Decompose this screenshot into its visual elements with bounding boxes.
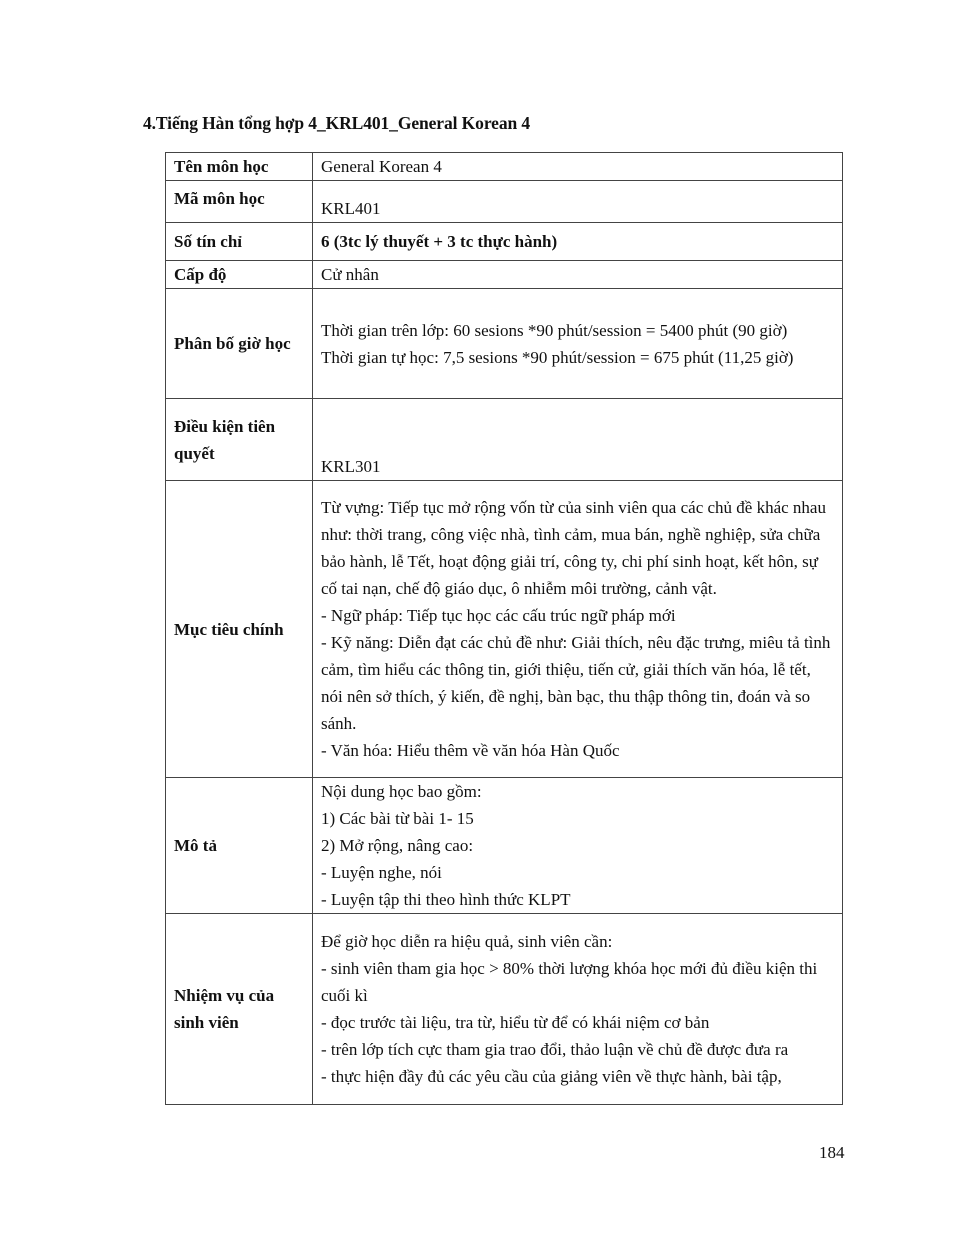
value-line: Thời gian tự học: 7,5 sesions *90 phút/session = 675 phút (11,25 giờ) bbox=[321, 347, 794, 367]
value-line: KRL401 bbox=[321, 199, 381, 218]
value-line: - đọc trước tài liệu, tra từ, hiểu từ để có khái niệm cơ bản bbox=[321, 1013, 710, 1032]
value-line: General Korean 4 bbox=[321, 157, 442, 176]
table-row-description bbox=[166, 778, 843, 914]
page-number: 184 bbox=[819, 1143, 845, 1162]
table-row-course-code bbox=[166, 181, 843, 223]
value-line: KRL301 bbox=[321, 457, 381, 476]
row-label: Mô tả bbox=[166, 778, 313, 914]
row-label: Cấp độ bbox=[166, 261, 313, 289]
value-line: 2) Mở rộng, nâng cao: bbox=[321, 836, 474, 855]
value-line: - Văn hóa: Hiểu thêm về văn hóa Hàn Quốc bbox=[321, 741, 620, 760]
row-value bbox=[313, 261, 843, 289]
row-value bbox=[313, 289, 843, 399]
value-line: 6 (3tc lý thuyết + 3 tc thực hành) bbox=[321, 232, 558, 251]
row-value bbox=[313, 399, 843, 481]
value-line: - sinh viên tham gia học > 80% thời lượng khóa học mới đủ điều kiện thi cuối kì bbox=[321, 959, 818, 1005]
value-line: 1) Các bài từ bài 1- 15 bbox=[321, 809, 474, 828]
row-value bbox=[313, 181, 843, 223]
row-label: Số tín chỉ bbox=[166, 223, 313, 261]
value-line: - thực hiện đầy đủ các yêu cầu của giảng viên về thực hành, bài tập, bbox=[321, 1067, 782, 1086]
value-line: Thời gian trên lớp: 60 sesions *90 phút/session = 5400 phút (90 giờ) bbox=[321, 320, 788, 340]
course-info-table bbox=[165, 152, 843, 1105]
value-line: - Ngữ pháp: Tiếp tục học các cấu trúc ngữ pháp mới bbox=[321, 606, 676, 625]
value-line: Để giờ học diễn ra hiệu quả, sinh viên cần: bbox=[321, 932, 613, 951]
table-row-level bbox=[166, 261, 843, 289]
value-line: - trên lớp tích cực tham gia trao đổi, thảo luận về chủ đề được đưa ra bbox=[321, 1040, 789, 1059]
value-line: - Luyện tập thi theo hình thức KLPT bbox=[321, 890, 571, 909]
value-line: Cử nhân bbox=[321, 265, 379, 284]
value-line: Từ vựng: Tiếp tục mở rộng vốn từ của sinh viên qua các chủ đề khác nhau như: thời trang, công việc nhà, tình cảm, mua bán, nghề nghiệp, sửa chữa bảo hành, lễ Tết, hoạt động giải trí, công ty, chi phí sinh hoạt, kết hôn, sự cố tai nạn, chế độ giáo dục, ô nhiễm môi trường, cảnh vật. bbox=[321, 498, 826, 598]
value-line: - Kỹ năng: Diễn đạt các chủ đề như: Giải thích, nêu đặc trưng, miêu tả tình cảm, tìm hiểu các thông tin, giới thiệu, tiến cử, giải thích văn hóa, lễ tết, nói nên sở thích, ý kiến, đề nghị, bàn bạc, thu thập thông tin, đoán và so sánh. bbox=[321, 633, 831, 733]
row-label: Điều kiện tiên quyết bbox=[166, 399, 313, 481]
value-line: - Luyện nghe, nói bbox=[321, 863, 442, 882]
row-label: Mã môn học bbox=[166, 181, 313, 223]
table-row-credits bbox=[166, 223, 843, 261]
section-heading: 4.Tiếng Hàn tổng hợp 4_KRL401_General Korean 4 bbox=[143, 113, 531, 133]
table-row-prerequisite bbox=[166, 399, 843, 481]
table-row-student-duties bbox=[166, 914, 843, 1105]
table-row-hours bbox=[166, 289, 843, 399]
table-row-objectives bbox=[166, 481, 843, 778]
row-value bbox=[313, 223, 843, 261]
row-value bbox=[313, 914, 843, 1105]
value-line: Nội dung học bao gồm: bbox=[321, 782, 482, 801]
row-value bbox=[313, 778, 843, 914]
row-value bbox=[313, 481, 843, 778]
row-label: Phân bố giờ học bbox=[166, 289, 313, 399]
row-label: Tên môn học bbox=[166, 153, 313, 181]
row-label: Mục tiêu chính bbox=[166, 481, 313, 778]
row-label: Nhiệm vụ của sinh viên bbox=[166, 914, 313, 1105]
table-row-course-name bbox=[166, 153, 843, 181]
row-value bbox=[313, 153, 843, 181]
